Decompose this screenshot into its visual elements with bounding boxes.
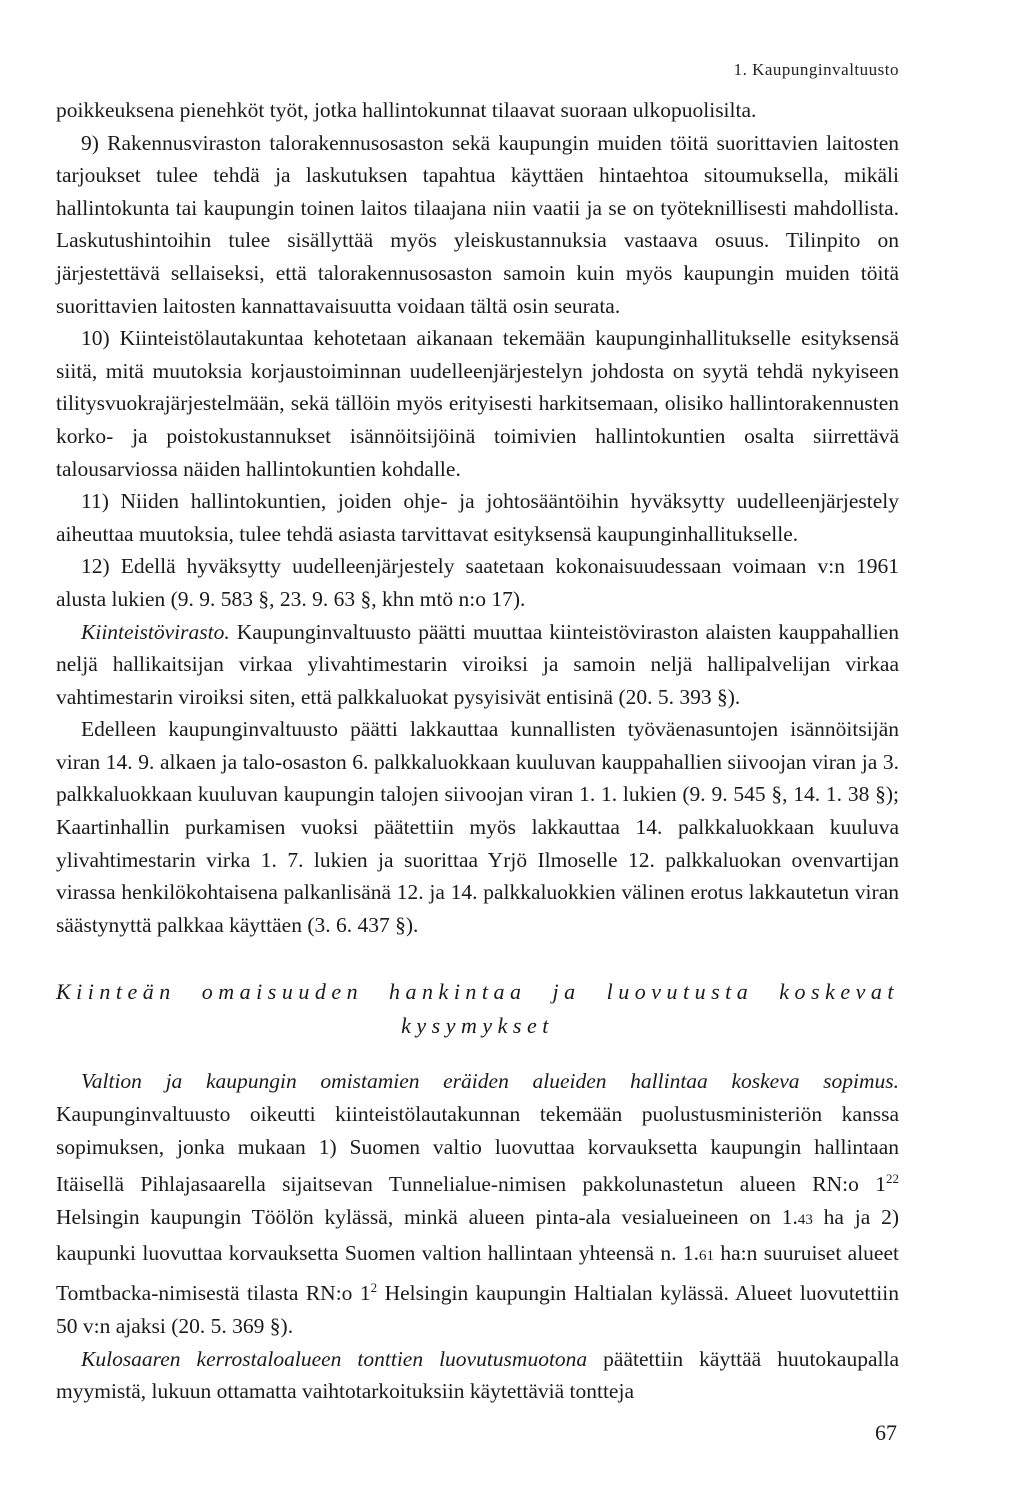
- page-number: 67: [875, 1420, 897, 1445]
- paragraph-lead-kiinteistovirasto: Kiinteistövirasto.: [81, 619, 230, 644]
- paragraph-item-10: 10) Kiinteistölautakuntaa kehotetaan aikanaan tekemään kaupunginhallitukselle esityksensä siitä, mitä muutoksia korjaustoiminnan uudelleenjärjestelyn johdosta on syytä tehdä nykyiseen tilitysvuokrajärjestelmään, sekä tällöin myös erityisesti harkitsemaan, olisiko hallintorakennusten korko- ja poistokustannukset isännöitsijöinä toimivien hallintokuntien osalta siirrettävä talousarviossa näiden hallintokuntien kohdalle.: [56, 326, 899, 481]
- paragraph-body-valtion-b: Helsingin kaupungin Töölön kylässä, minkä alueen pinta-ala vesialueineen on 1.: [56, 1204, 798, 1229]
- paragraph-body-kiinteistovirasto: Kaupunginvaltuusto päätti muuttaa kiinteistöviraston alaisten kauppahallien neljä hallikaitsijan virkaa ylivahtimestarin viroiksi ja samoin neljä hallipalvelijan virkaa vahtimestarin viroiksi siten, että palkkaluokat pysyisivät entisinä (20. 5. 393 §).: [56, 619, 899, 709]
- small-digits-61: 61: [699, 1247, 714, 1264]
- section-heading-line-1: Kiinteän omaisuuden hankintaa ja luovutusta koskevat: [56, 979, 899, 1005]
- paragraph-kulosaaren: [56, 1343, 899, 1408]
- paragraph-body-valtion-d: ha:n suuruiset alueet Tomtbacka-nimisestä tilasta RN:o 1: [56, 1240, 899, 1306]
- paragraph-lead-kulosaaren: Kulosaaren kerrostaloalueen tonttien luovutusmuotona: [81, 1346, 588, 1371]
- paragraph-item-11: 11) Niiden hallintokuntien, joiden ohje- ja johtosääntöihin hyväksytty uudelleenjärjestely aiheuttaa muutoksia, tulee tehdä asiasta tarvittavat esityksensä kaupunginhallitukselle.: [56, 489, 899, 546]
- paragraph-body-valtion-a: Kaupunginvaltuusto oikeutti kiinteistölautakunnan tekemään puolustusministeriön kanssa sopimuksen, jonka mukaan 1) Suomen valtio luovuttaa korvauksetta kaupungin hallintaan Itäisellä Pihlajasaarella sijaitsevan Tunnelialue-nimisen pakkolunastetun alueen RN:o 1: [56, 1102, 899, 1197]
- paragraph-body-kulosaaren: päätettiin käyttää huutokaupalla myymistä, lukuun ottamatta vaihtotarkoituksiin käytettäviä tontteja: [56, 1346, 900, 1404]
- paragraph-lead-valtion: Valtion ja kaupungin omistamien eräiden alueiden hallintaa koskeva sopimus.: [81, 1069, 899, 1094]
- running-head: 1. Kaupunginvaltuusto: [733, 60, 899, 79]
- superscript-2: 2: [370, 1280, 378, 1296]
- superscript-22: 22: [886, 1171, 899, 1187]
- small-digits-43: 43: [797, 1211, 813, 1228]
- paragraph-body-valtion-e: Helsingin kaupungin Haltialan kylässä. Alueet luovutettiin 50 v:n ajaksi (20. 5. 369 §).: [56, 1281, 899, 1338]
- section-heading: [56, 975, 899, 1043]
- paragraph-item-12: 12) Edellä hyväksytty uudelleenjärjestely saatetaan kokonaisuudessaan voimaan v:n 1961 alusta lukien (9. 9. 583 §, 23. 9. 63 §, khn mtö n:o 17).: [56, 554, 899, 611]
- paragraph-body-valtion-c: ha ja 2) kaupunki luovuttaa korvauksetta Suomen valtion hallintaan yhteensä n. 1.: [56, 1204, 900, 1265]
- paragraph-continuation: poikkeuksena pienehköt työt, jotka hallintokunnat tilaavat suoraan ulkopuolisilta.: [56, 98, 757, 122]
- section-heading-line-2: kysymykset: [401, 1013, 554, 1039]
- paragraph-valtion-sopimus: [56, 1065, 899, 1342]
- document-page: [56, 60, 899, 1408]
- paragraph-kiinteistovirasto: [56, 616, 899, 714]
- paragraph-item-9: 9) Rakennusviraston talorakennusosaston sekä kaupungin muiden töitä suorittavien laitosten tarjoukset tulee tehdä ja laskutuksen tapahtua käyttäen hintaehtoa sitoumuksella, mikäli hallintokunta tai kaupungin toinen laitos tilaajana niin vaatii ja se on työteknillisesti mahdollista. Laskutushintoihin tulee sisällyttää myös yleiskustannuksia vastaava osuus. Tilinpito on järjestettävä sellaiseksi, että talorakennusosaston samoin kuin myös kaupungin muiden töitä suorittavien laitosten kannattavaisuutta voidaan tältä osin seurata.: [56, 130, 899, 318]
- paragraph-edelleen: Edelleen kaupunginvaltuusto päätti lakkauttaa kunnallisten työväenasuntojen isännöitsijän viran 14. 9. alkaen ja talo-osaston 6. palkkaluokkaan kuuluvan kauppahallien siivoojan viran ja 3. palkkaluokkaan kuuluvan kaupungin talojen siivoojan viran 1. 1. lukien (9. 9. 545 §, 14. 1. 38 §); Kaartinhallin purkamisen vuoksi päätettiin myös lakkauttaa 14. palkkaluokkaan kuuluva ylivahtimestarin virka 1. 7. lukien ja suorittaa Yrjö Ilmoselle 12. palkkaluokan ovenvartijan virassa henkilökohtaisena palkanlisänä 12. ja 14. palkkaluokkien välinen erotus lakkautetun viran säästynyttä palkkaa käyttäen (3. 6. 437 §).: [56, 717, 899, 937]
